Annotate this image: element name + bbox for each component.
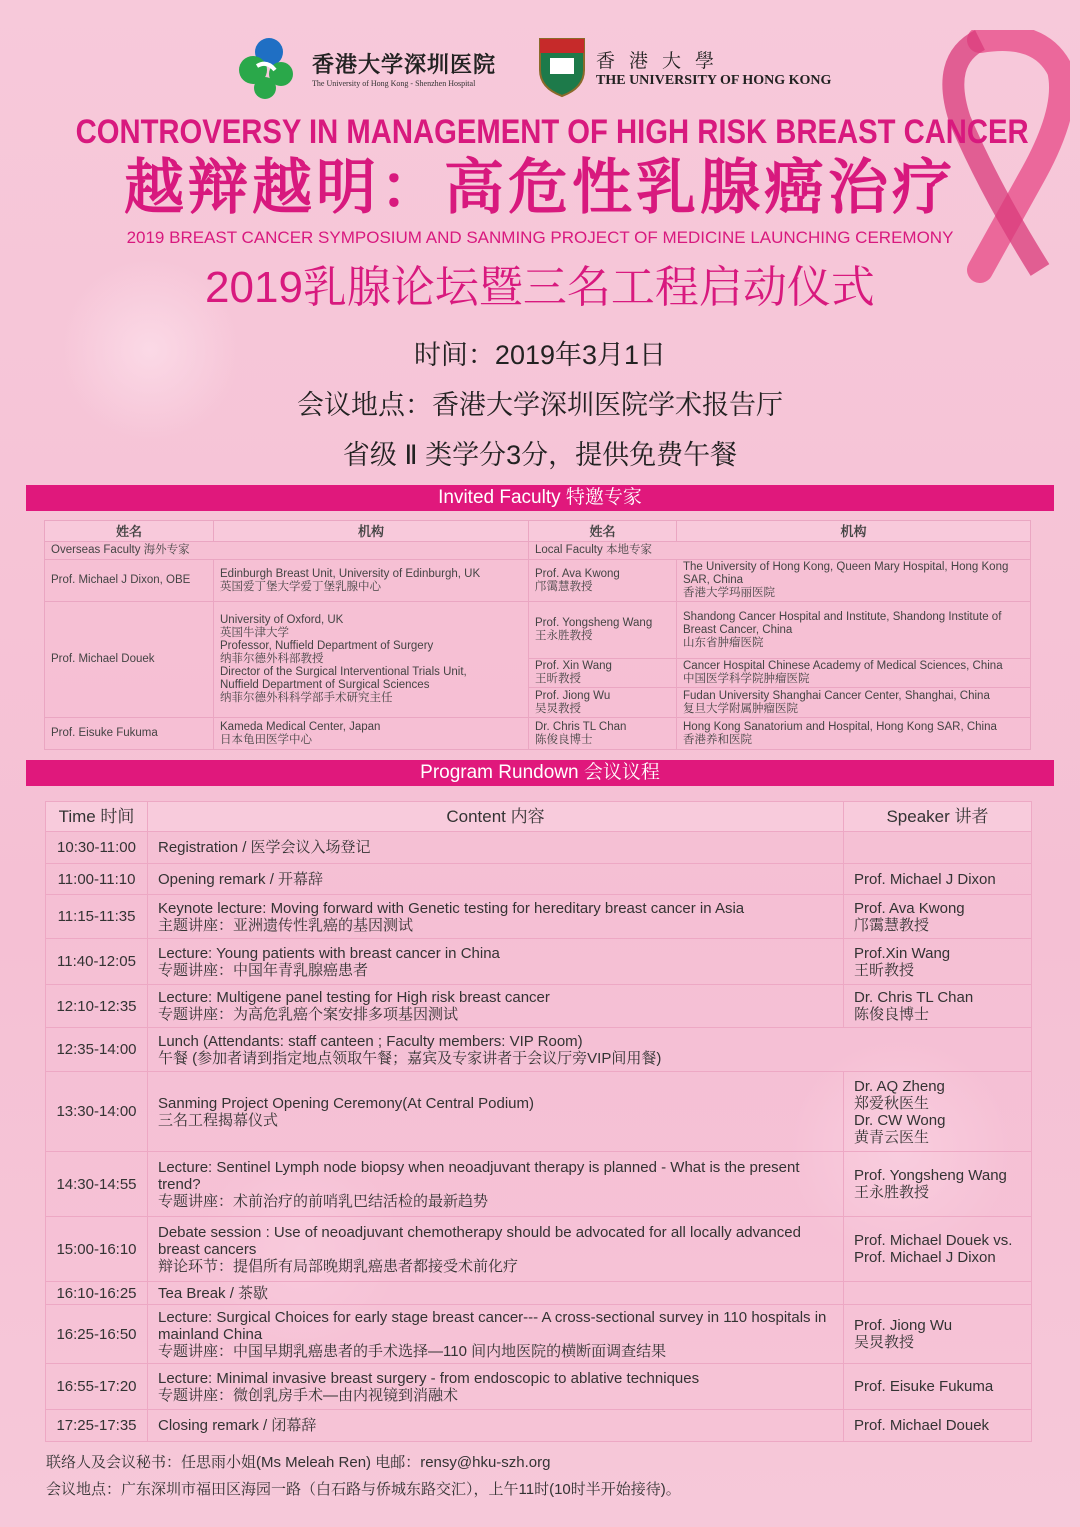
session-speaker [844,939,1032,985]
session-time: 10:30-11:00 [46,832,148,864]
overseas-faculty-name: Prof. Eisuke Fukuma [45,718,214,750]
text-line: University of Oxford, UK [220,614,344,626]
program-row [46,1305,1032,1364]
text-line: 吴炅教授 [535,702,581,715]
text-line: 香港大学玛丽医院 [683,587,775,599]
text-line: Prof. Michael Douek [854,1417,990,1434]
local-faculty-org [677,718,1031,750]
event-time: 时间：2019年3月1日 [413,340,667,370]
session-speaker [844,985,1032,1028]
overseas-faculty-org [214,560,529,602]
faculty-row [45,602,1031,659]
text-line: 纳菲尔德外科科学部手术研究主任 [220,692,393,704]
text-line: The University of Hong Kong, Queen Mary Hospital, Hong Kong SAR, China [683,561,1009,586]
local-faculty-name [529,688,677,718]
text-line: Prof. Ava Kwong [535,567,620,580]
text-line: Prof. Michael J Dixon [854,870,996,888]
title-cn: 越辩越明：高危性乳腺癌治疗 [124,154,956,221]
hkusz-name-cn: 香港大学深圳医院 [312,52,497,77]
text-line: 三名工程揭幕仪式 [158,1111,279,1129]
session-time: 15:00-16:10 [46,1217,148,1282]
overseas-faculty-org [214,718,529,750]
session-speaker [844,1410,1032,1442]
session-time: 13:30-14:00 [46,1072,148,1152]
session-time: 12:35-14:00 [46,1028,148,1072]
col-name: 姓名 [45,521,214,542]
subtitle-cn: 2019乳腺论坛暨三名工程启动仪式 [205,263,875,312]
program-row [46,895,1032,939]
program-row [46,1072,1032,1152]
program-row [46,864,1032,895]
session-speaker [844,1217,1032,1282]
local-faculty-name [529,602,677,659]
local-faculty-org [677,688,1031,718]
col-org: 机构 [214,521,529,542]
session-time: 16:10-16:25 [46,1282,148,1305]
program-row [46,1410,1032,1442]
text-line: Nuffield Department of Surgical Sciences [220,679,430,691]
text-line: 香港养和医院 [683,733,752,746]
col-speaker: Speaker 讲者 [844,802,1032,832]
session-time: 12:10-12:35 [46,985,148,1028]
text-line: Opening remark / 开幕辞 [158,870,324,888]
text-line: Cancer Hospital Chinese Academy of Medical Sciences, China [683,660,1003,672]
text-line: 辩论环节：提倡所有局部晚期乳癌患者都接受术前化疗 [158,1257,519,1275]
text-line: Director of the Surgical Interventional Trials Unit, [220,666,467,678]
session-speaker [844,832,1032,864]
text-line: Lecture: Surgical Choices for early stage breast cancer--- A cross-sectional survey in 110 hospitals in mainland China [158,1308,827,1343]
session-content [148,1072,844,1152]
text-line: 午餐 (参加者请到指定地点领取午餐；嘉宾及专家讲者于会议厅旁VIP间用餐) [158,1049,662,1067]
text-line: 山东省肿瘤医院 [683,636,764,649]
text-line: Prof. Ava Kwong [854,899,965,917]
session-speaker [844,1072,1032,1152]
text-line: 专题讲座：中国年青乳腺癌患者 [158,961,369,979]
session-content [148,985,844,1028]
faculty-row [45,560,1031,602]
event-credits: 省级 Ⅱ 类学分3分，提供免费午餐 [342,440,738,470]
program-rundown-bar: Program Rundown 会议议程 [26,760,1054,786]
text-line: Dr. CW Wong [854,1111,946,1129]
overseas-label: Overseas Faculty 海外专家 [45,542,529,560]
main-content [0,485,1080,1520]
text-line: 主题讲座：亚洲遗传性乳癌的基因测试 [158,916,414,934]
event-venue: 会议地点：香港大学深圳医院学术报告厅 [297,390,783,420]
text-line: Prof. Michael J Dixon [854,1249,996,1266]
faculty-table [44,520,1031,750]
program-row [46,1282,1032,1305]
session-content [148,832,844,864]
text-line: 专题讲座：微创乳房手术—由内视镜到消融术 [158,1386,459,1404]
session-content [148,1282,844,1305]
session-content [148,1152,844,1217]
session-time: 11:15-11:35 [46,895,148,939]
text-line: Tea Break / 茶歇 [158,1284,269,1302]
text-line: 中国医学科学院肿瘤医院 [683,673,810,685]
hku-crest-icon [537,36,587,98]
col-time: Time 时间 [46,802,148,832]
local-label: Local Faculty 本地专家 [529,542,1031,560]
session-content [148,1410,844,1442]
hkusz-name-en: The University of Hong Kong - Shenzhen Hospital [312,79,476,88]
text-line: Lecture: Sentinel Lymph node biopsy when neoadjuvant therapy is planned - What is the present trend? [158,1158,800,1193]
text-line: Prof. Yongsheng Wang [535,617,653,629]
text-line: 王永胜教授 [854,1184,930,1201]
program-row [46,1217,1032,1282]
text-line: Prof. Eisuke Fukuma [854,1378,994,1395]
program-row [46,985,1032,1028]
hku-name-en: THE UNIVERSITY OF HONG KONG [596,73,832,88]
text-line: 专题讲座：术前治疗的前哨乳巴结活检的最新趋势 [158,1192,489,1210]
title-en: CONTROVERSY IN MANAGEMENT OF HIGH RISK BREAST CANCER [75,113,1029,151]
text-line: Kameda Medical Center, Japan [220,720,381,733]
session-content [148,864,844,895]
text-line: Debate session : Use of neoadjuvant chemotherapy should be advocated for all locally advanced breast cancers [158,1223,801,1258]
session-speaker [844,1282,1032,1305]
session-content [148,939,844,985]
text-line: 专题讲座：中国早期乳癌患者的手术选择—110 间内地医院的横断面调查结果 [158,1342,667,1360]
col-name: 姓名 [529,521,677,542]
text-line: 纳菲尔德外科部教授 [220,653,324,665]
venue-address: 会议地点：广东深圳市福田区海园一路（白石路与侨城东路交汇），上午11时(10时半开始接待)。 [46,1481,681,1498]
invited-faculty-bar: Invited Faculty 特邀专家 [26,485,1054,511]
text-line: Prof. Xin Wang [535,660,612,672]
col-content: Content 内容 [148,802,844,832]
text-line: 郑爱秋医生 [854,1094,930,1112]
session-time: 16:25-16:50 [46,1305,148,1364]
text-line: 王昕教授 [854,961,915,979]
overseas-faculty-org [214,602,529,718]
session-speaker [844,1305,1032,1364]
program-table [45,801,1032,1442]
session-speaker [844,895,1032,939]
text-line: Hong Kong Sanatorium and Hospital, Hong Kong SAR, China [683,720,997,733]
session-content [148,895,844,939]
session-content [148,1217,844,1282]
col-org: 机构 [677,521,1031,542]
text-line: 英国牛津大学 [220,627,289,639]
session-content [148,1028,1032,1072]
text-line: Edinburgh Breast Unit, University of Edinburgh, UK [220,567,481,580]
session-time: 11:40-12:05 [46,939,148,985]
text-line: Lunch (Attendants: staff canteen ; Faculty members: VIP Room) [158,1032,583,1050]
text-line: Lecture: Multigene panel testing for High risk breast cancer [158,989,550,1006]
text-line: 英国爱丁堡大学爱丁堡乳腺中心 [220,580,381,593]
session-content [148,1305,844,1364]
text-line: Closing remark / 闭幕辞 [158,1417,317,1434]
program-row [46,1028,1032,1072]
faculty-row [45,718,1031,750]
text-line: 吴炅教授 [854,1334,915,1351]
local-faculty-org [677,560,1031,602]
text-line: 邝霭慧教授 [535,580,593,593]
local-faculty-org [677,659,1031,688]
text-line: Keynote lecture: Moving forward with Genetic testing for hereditary breast cancer in Asia [158,899,745,917]
session-speaker [844,1364,1032,1410]
program-row [46,1364,1032,1410]
text-line: Professor, Nuffield Department of Surgery [220,640,434,652]
text-line: Prof. Jiong Wu [535,689,611,702]
text-line: 黄青云医生 [854,1128,930,1146]
session-speaker [844,864,1032,895]
text-line: Prof. Jiong Wu [854,1317,953,1334]
session-time: 17:25-17:35 [46,1410,148,1442]
text-line: Sanming Project Opening Ceremony(At Central Podium) [158,1094,535,1112]
program-row [46,1152,1032,1217]
text-line: Lecture: Minimal invasive breast surgery - from endoscopic to ablative techniques [158,1369,700,1387]
local-faculty-name [529,718,677,750]
program-row [46,939,1032,985]
text-line: 专题讲座：为高危乳癌个案安排多项基因测试 [158,1006,459,1023]
session-time: 16:55-17:20 [46,1364,148,1410]
local-faculty-name [529,659,677,688]
text-line: Shandong Cancer Hospital and Institute, Shandong Institute of Breast Cancer, China [683,610,1002,636]
text-line: Prof. Yongsheng Wang [854,1167,1007,1184]
text-line: 陈俊良博士 [535,733,593,746]
text-line: Prof. Michael Douek vs. [854,1232,1013,1249]
text-line: 王昕教授 [535,673,581,685]
hku-name-cn: 香港大學 [596,51,729,72]
text-line: Dr. AQ Zheng [854,1077,945,1095]
text-line: Fudan University Shanghai Cancer Center, Shanghai, China [683,689,990,702]
overseas-faculty-name: Prof. Michael Douek [45,602,214,718]
overseas-faculty-name: Prof. Michael J Dixon, OBE [45,560,214,602]
text-line: 复旦大学附属肿瘤医院 [683,702,798,715]
text-line: Prof.Xin Wang [854,944,951,962]
text-line: 陈俊良博士 [854,1006,930,1023]
session-content [148,1364,844,1410]
text-line: 日本龟田医学中心 [220,733,312,746]
text-line: Dr. Chris TL Chan [535,720,627,733]
local-faculty-name [529,560,677,602]
subtitle-en: 2019 BREAST CANCER SYMPOSIUM AND SANMING PROJECT OF MEDICINE LAUNCHING CEREMONY [126,228,954,247]
session-time: 11:00-11:10 [46,864,148,895]
session-time: 14:30-14:55 [46,1152,148,1217]
text-line: 邝霭慧教授 [854,916,930,934]
text-line: 王永胜教授 [535,630,593,642]
text-line: Registration / 医学会议入场登记 [158,839,371,856]
program-row [46,832,1032,864]
hkusz-logo [235,36,299,100]
text-line: Dr. Chris TL Chan [854,989,974,1006]
local-faculty-org [677,602,1031,659]
session-speaker [844,1152,1032,1217]
text-line: Lecture: Young patients with breast cancer in China [158,944,500,962]
contact-info: 联络人及会议秘书：任思雨小姐(Ms Meleah Ren) 电邮：rensy@hku-szh.org [46,1454,551,1471]
